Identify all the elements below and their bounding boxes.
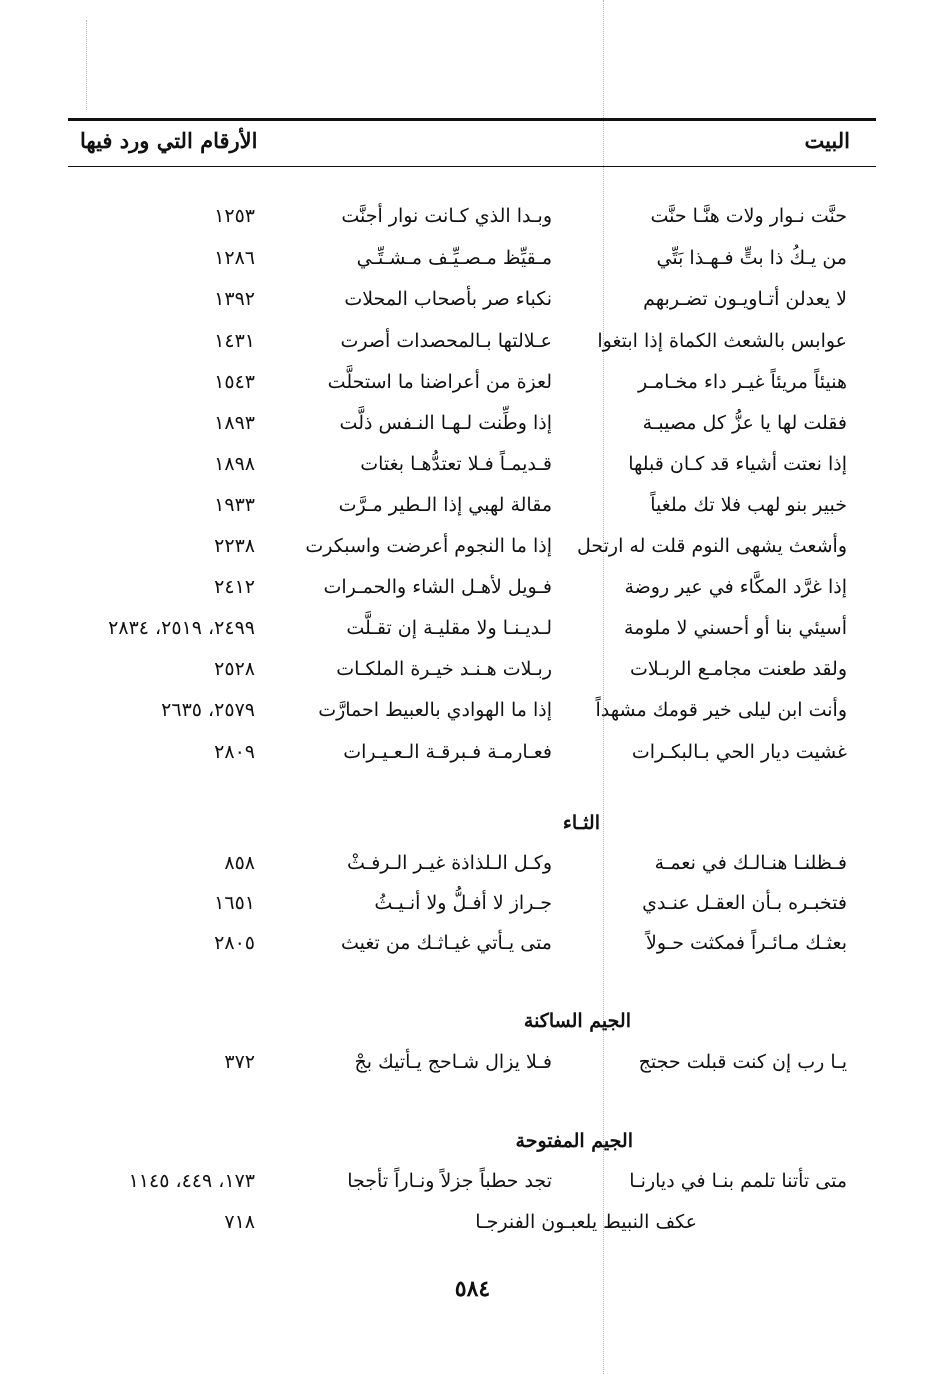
first-hemistich: إذا غرَّد المكَّاء في عير روضة: [624, 576, 847, 598]
second-hemistich: نكباء صر بأصحاب المحلات: [344, 288, 552, 310]
second-hemistich: فعـارمـة فـبرقـة الـعـيـرات: [343, 741, 552, 763]
second-hemistich: قـديمـاً فـلا تعتدُّهـا بغتات: [360, 453, 552, 475]
reference-numbers: ٢٨٠٩: [214, 741, 255, 763]
second-hemistich: إذا ما الهوادي بالعبيط احمارَّت: [318, 699, 552, 721]
second-hemistich: لعزة من أعراضنا ما استحلَّت: [327, 371, 552, 393]
verse-row: [0, 1170, 945, 1204]
first-hemistich: ولقد طعنت مجامـع الربـلات: [629, 658, 847, 680]
second-hemistich: مـقيِّظ مـصـيِّـف مـشـتِّـي: [356, 247, 552, 269]
reference-numbers: ١٨٩٣: [214, 412, 255, 434]
first-hemistich: هنيئاً مريئاً غيـر داء مخـامـر: [637, 371, 847, 393]
verse-row: [0, 1211, 945, 1245]
reference-numbers: ١٢٨٦: [214, 247, 255, 269]
reference-numbers: ١٨٩٨: [214, 453, 255, 475]
reference-numbers: ١٢٥٣: [214, 205, 255, 227]
page-number: ٥٨٤: [454, 1276, 491, 1302]
verse-row: [0, 699, 945, 733]
first-hemistich: بعثـك مـائـراً فمكثت حـولاً: [646, 932, 847, 954]
verse-row: [0, 412, 945, 446]
verse-row: [0, 371, 945, 405]
reference-numbers: ٧١٨: [224, 1211, 255, 1233]
verse-row: [0, 247, 945, 281]
second-hemistich: إذا ما النجوم أعرضت واسبكرت: [305, 535, 552, 557]
reference-numbers: ١٣٩٢: [214, 288, 255, 310]
reference-numbers: ٢٢٣٨: [214, 535, 255, 557]
first-hemistich: غشيت ديار الحي بـالبكـرات: [631, 741, 847, 763]
verse-row: [0, 453, 945, 487]
verse-row: [0, 852, 945, 886]
second-hemistich: تجد حطباً جزلاً ونـاراً تأججا: [347, 1170, 552, 1192]
scan-artifact-line: [86, 20, 87, 110]
verse-row: [0, 892, 945, 926]
first-hemistich: فقلت لها يا عزُّ كل مصيبـة: [642, 412, 847, 434]
reference-numbers: ٢٥٧٩، ٢٦٣٥: [161, 699, 255, 721]
section-heading-tha: الثـاء: [562, 812, 600, 834]
first-hemistich: إذا نعتت أشياء قد كـان قبلها: [628, 453, 847, 475]
section-heading-jim-sakina: الجيم الساكنة: [523, 1010, 631, 1032]
second-hemistich: عـلالتها بـالمحصدات أصرت: [340, 330, 552, 352]
second-hemistich: وكـل الـلذاذة غيـر الـرفـثْ: [346, 852, 552, 874]
second-hemistich: فـويل لأهـل الشاء والحمـرات: [323, 576, 552, 598]
first-hemistich: عوابس بالشعث الكماة إذا ابتغوا: [597, 330, 847, 352]
column-header-verse: البيت: [804, 128, 850, 153]
reference-numbers: ٢٥٢٨: [214, 658, 255, 680]
reference-numbers: ١٥٤٣: [214, 371, 255, 393]
first-hemistich: أسيئي بنا أو أحسني لا ملومة: [624, 617, 847, 639]
reference-numbers: ٢٤١٢: [214, 576, 255, 598]
second-hemistich: متى يـأتي غيـاثـك من تغيث: [340, 932, 552, 954]
verse-row: [0, 330, 945, 364]
verse-row: [0, 1051, 945, 1085]
verse-row: [0, 932, 945, 966]
first-hemistich: من يـكُ ذا بتٍّ فـهـذا بَتِّي: [656, 247, 847, 269]
header-top-rule: [68, 118, 876, 121]
first-hemistich: لا يعدلن أتـاويـون تضـربهم: [643, 288, 847, 310]
first-hemistich: وأنت ابن ليلى خير قومك مشهداً: [595, 699, 847, 721]
column-header-references: الأرقام التي ورد فيها: [80, 128, 258, 153]
reference-numbers: ٨٥٨: [224, 852, 255, 874]
first-hemistich: حنَّت نـوار ولات هنَّـا حنَّت: [650, 205, 847, 227]
second-hemistich: جـراز لا أفـلُّ ولا أنـيـثُ: [374, 892, 552, 914]
reference-numbers: ٣٧٢: [224, 1051, 255, 1073]
reference-numbers: ١٤٣١: [214, 330, 255, 352]
verse-row: [0, 741, 945, 775]
second-hemistich: وبـدا الذي كـانت نوار أجنَّت: [341, 205, 552, 227]
second-hemistich: لـديـنـا ولا مقليـة إن تقـلَّت: [346, 617, 552, 639]
second-hemistich: ربـلات هـنـد خيـرة الملكـات: [336, 658, 552, 680]
first-hemistich: فتخبـره بـأن العقـل عنـدي: [642, 892, 847, 914]
verse-row: [0, 288, 945, 322]
section-heading-jim-maftuha: الجيم المفتوحة: [515, 1130, 633, 1152]
first-hemistich: وأشعث يشهى النوم قلت له ارتحل: [576, 535, 847, 557]
verse-row: [0, 205, 945, 239]
first-hemistich: فـظلنـا هنـالـك في نعمـة: [654, 852, 847, 874]
second-hemistich: فـلا يزال شـاحج يـأتيك بجْ: [354, 1051, 552, 1073]
reference-numbers: ١٦٥١: [214, 892, 255, 914]
reference-numbers: ٢٤٩٩، ٢٥١٩، ٢٨٣٤: [108, 617, 255, 639]
reference-numbers: ١٩٣٣: [214, 494, 255, 516]
verse-row: [0, 617, 945, 651]
verse-row: [0, 535, 945, 569]
verse-row: [0, 658, 945, 692]
verse-row: [0, 576, 945, 610]
second-hemistich: إذا وطِّنت لـهـا النـفس ذلَّت: [339, 412, 552, 434]
verse-row: [0, 494, 945, 528]
first-hemistich: خبير بنو لهب فلا تك ملغياً: [650, 494, 847, 516]
first-hemistich: متى تأتنا تلمم بنـا في ديارنـا: [629, 1170, 847, 1192]
reference-numbers: ٢٨٠٥: [214, 932, 255, 954]
first-hemistich: عكف النبيط يلعبـون الفنرجـا: [475, 1211, 697, 1233]
reference-numbers: ١٧٣، ٤٤٩، ١١٤٥: [128, 1170, 255, 1192]
second-hemistich: مقالة لهبي إذا الـطير مـرَّت: [338, 494, 552, 516]
first-hemistich: يـا رب إن كنت قبلت حجتج: [638, 1051, 847, 1073]
header-bottom-rule: [68, 166, 876, 167]
